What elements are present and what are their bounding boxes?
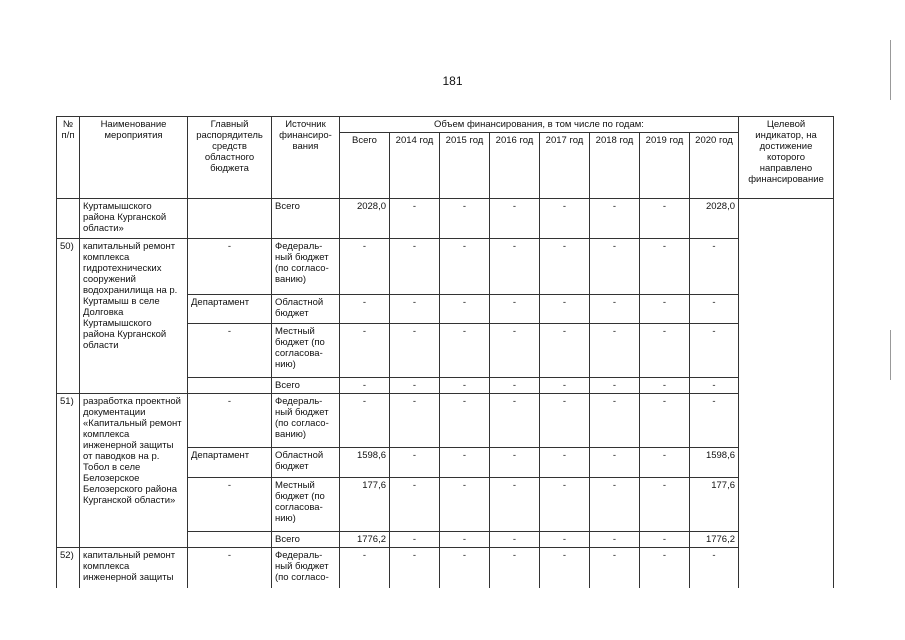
value-year: - bbox=[640, 239, 690, 295]
value-year: - bbox=[390, 378, 440, 394]
financing-table bbox=[56, 116, 834, 588]
header-volume: Объем финансирования, в том числе по годам: bbox=[340, 117, 739, 133]
value-year: - bbox=[690, 394, 739, 448]
value-year: - bbox=[390, 478, 440, 532]
value-year: - bbox=[640, 199, 690, 239]
row-manager: - bbox=[188, 394, 272, 448]
item-name: разработка проектной документации «Капитальный ремонт комплекса инженерной защиты от паводков на р. Тобол в селе Белозерское Белозерского района Курганской области» bbox=[80, 394, 188, 548]
row-source: Местный бюджет (по согласова-нию) bbox=[272, 478, 340, 532]
row-indicator bbox=[739, 199, 834, 588]
value-year: - bbox=[540, 478, 590, 532]
value-year: - bbox=[390, 199, 440, 239]
value-year: - bbox=[590, 324, 640, 378]
row-source: Всего bbox=[272, 532, 340, 548]
value-year: - bbox=[390, 394, 440, 448]
header-manager: Главный распорядитель средств областного бюджета bbox=[188, 117, 272, 199]
value-year: - bbox=[440, 548, 490, 588]
value-year: - bbox=[540, 548, 590, 588]
header-indicator: Целевой индикатор, на достижение которого направлено финансирование bbox=[739, 117, 834, 199]
item-number: 50) bbox=[57, 239, 80, 394]
value-year: - bbox=[490, 532, 540, 548]
value-year: - bbox=[690, 378, 739, 394]
row-manager bbox=[188, 199, 272, 239]
value-year: - bbox=[440, 239, 490, 295]
value-year: - bbox=[590, 548, 640, 588]
value-year: - bbox=[640, 295, 690, 324]
value-year: 1598,6 bbox=[690, 448, 739, 478]
value-year: - bbox=[390, 239, 440, 295]
table-row bbox=[57, 199, 834, 239]
value-total: 2028,0 bbox=[340, 199, 390, 239]
value-year: - bbox=[440, 378, 490, 394]
row-source: Местный бюджет (по согласова-нию) bbox=[272, 324, 340, 378]
row-source: Всего bbox=[272, 378, 340, 394]
value-year: 1776,2 bbox=[690, 532, 739, 548]
row-name: Куртамышского района Курганской области» bbox=[80, 199, 188, 239]
value-year: - bbox=[490, 394, 540, 448]
value-year: - bbox=[440, 199, 490, 239]
value-year: - bbox=[390, 548, 440, 588]
value-total: - bbox=[340, 324, 390, 378]
value-year: - bbox=[490, 324, 540, 378]
row-manager: - bbox=[188, 239, 272, 295]
value-year: - bbox=[640, 532, 690, 548]
value-year: - bbox=[590, 378, 640, 394]
value-year: - bbox=[590, 239, 640, 295]
header-num: № п/п bbox=[57, 117, 80, 199]
row-manager: - bbox=[188, 478, 272, 532]
value-year: - bbox=[440, 295, 490, 324]
row-manager bbox=[188, 378, 272, 394]
row-source: Областной бюджет bbox=[272, 295, 340, 324]
value-year: - bbox=[540, 378, 590, 394]
value-total: - bbox=[340, 394, 390, 448]
value-year: - bbox=[490, 239, 540, 295]
scan-edge-mark bbox=[890, 40, 891, 100]
value-year: - bbox=[540, 448, 590, 478]
value-year: - bbox=[540, 239, 590, 295]
value-year: - bbox=[490, 548, 540, 588]
header-year: 2016 год bbox=[490, 133, 540, 199]
value-year: - bbox=[640, 394, 690, 448]
table-row bbox=[57, 548, 834, 588]
value-year: - bbox=[590, 394, 640, 448]
value-year: - bbox=[440, 448, 490, 478]
row-source: Всего bbox=[272, 199, 340, 239]
value-year: - bbox=[490, 378, 540, 394]
header-year: 2017 год bbox=[540, 133, 590, 199]
header-total: Всего bbox=[340, 133, 390, 199]
value-year: - bbox=[540, 295, 590, 324]
item-number: 51) bbox=[57, 394, 80, 548]
value-year: - bbox=[440, 394, 490, 448]
value-year: - bbox=[390, 324, 440, 378]
value-year: - bbox=[490, 448, 540, 478]
value-year: - bbox=[590, 532, 640, 548]
row-source: Федераль-ный бюджет (по согласо- bbox=[272, 548, 340, 588]
value-total: - bbox=[340, 378, 390, 394]
value-year: - bbox=[540, 532, 590, 548]
header-source: Источник финансиро-вания bbox=[272, 117, 340, 199]
header-year: 2015 год bbox=[440, 133, 490, 199]
value-year: - bbox=[690, 239, 739, 295]
value-year: - bbox=[590, 448, 640, 478]
value-total: 177,6 bbox=[340, 478, 390, 532]
value-year: - bbox=[540, 324, 590, 378]
row-source: Федераль-ный бюджет (по согласо-ванию) bbox=[272, 239, 340, 295]
value-year: - bbox=[490, 478, 540, 532]
value-year: - bbox=[640, 548, 690, 588]
value-year: - bbox=[540, 199, 590, 239]
value-year: - bbox=[440, 532, 490, 548]
table-row bbox=[57, 394, 834, 448]
value-total: - bbox=[340, 548, 390, 588]
value-year: - bbox=[640, 478, 690, 532]
row-manager: - bbox=[188, 324, 272, 378]
row-num bbox=[57, 199, 80, 239]
table-row bbox=[57, 239, 834, 295]
row-manager: Департамент bbox=[188, 295, 272, 324]
value-year: - bbox=[640, 324, 690, 378]
value-total: 1776,2 bbox=[340, 532, 390, 548]
value-year: - bbox=[690, 548, 739, 588]
header-year: 2020 год bbox=[690, 133, 739, 199]
item-number: 52) bbox=[57, 548, 80, 588]
value-total: 1598,6 bbox=[340, 448, 390, 478]
value-year: - bbox=[590, 295, 640, 324]
header-year: 2019 год bbox=[640, 133, 690, 199]
header-year: 2018 год bbox=[590, 133, 640, 199]
row-source: Областной бюджет bbox=[272, 448, 340, 478]
header-year: 2014 год bbox=[390, 133, 440, 199]
value-year: - bbox=[440, 324, 490, 378]
value-year: - bbox=[590, 478, 640, 532]
value-total: - bbox=[340, 239, 390, 295]
value-year: - bbox=[540, 394, 590, 448]
item-name: капитальный ремонт комплекса инженерной защиты bbox=[80, 548, 188, 588]
value-year: 2028,0 bbox=[690, 199, 739, 239]
value-year: - bbox=[590, 199, 640, 239]
header-name: Наименование мероприятия bbox=[80, 117, 188, 199]
item-name: капитальный ремонт комплекса гидротехнических сооружений водохранилища на р. Куртамыш в селе Долговка Куртамышского района Курганской области bbox=[80, 239, 188, 394]
page-number: 181 bbox=[442, 74, 463, 88]
row-manager: Департамент bbox=[188, 448, 272, 478]
value-year: - bbox=[390, 295, 440, 324]
value-year: - bbox=[690, 295, 739, 324]
value-year: - bbox=[390, 532, 440, 548]
scan-edge-mark bbox=[890, 330, 891, 380]
value-year: - bbox=[640, 448, 690, 478]
value-year: - bbox=[690, 324, 739, 378]
row-manager: - bbox=[188, 548, 272, 588]
value-year: - bbox=[390, 448, 440, 478]
value-year: - bbox=[490, 199, 540, 239]
value-year: - bbox=[490, 295, 540, 324]
value-total: - bbox=[340, 295, 390, 324]
value-year: 177,6 bbox=[690, 478, 739, 532]
row-manager bbox=[188, 532, 272, 548]
row-source: Федераль-ный бюджет (по согласо-ванию) bbox=[272, 394, 340, 448]
value-year: - bbox=[640, 378, 690, 394]
value-year: - bbox=[440, 478, 490, 532]
